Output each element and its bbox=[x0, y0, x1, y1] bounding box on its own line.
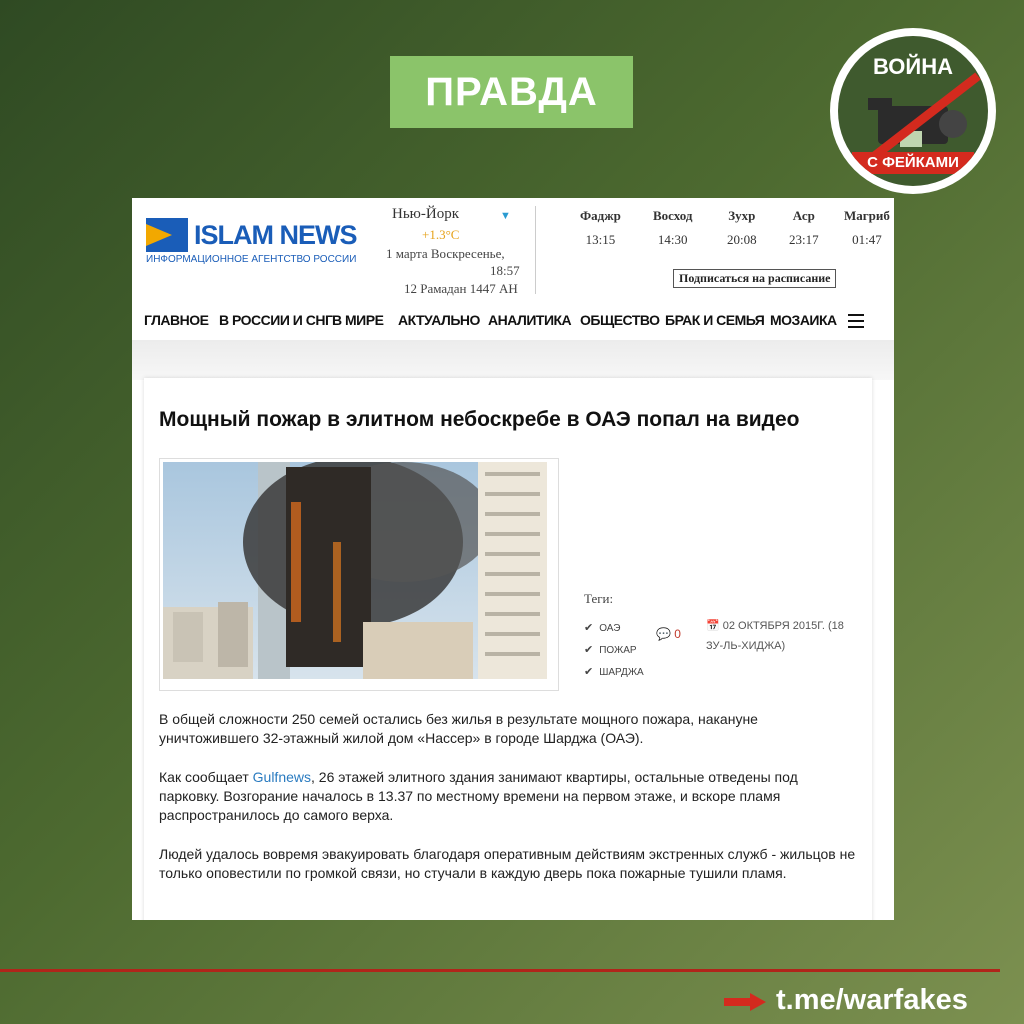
prayer-maghrib bbox=[844, 208, 890, 248]
gulfnews-link[interactable]: Gulfnews bbox=[252, 769, 311, 785]
tag-item[interactable]: ✔ ШАРДЖА bbox=[584, 666, 644, 678]
comments-count[interactable]: 💬 0 bbox=[656, 627, 681, 641]
nav-item-main[interactable]: ГЛАВНОЕ bbox=[144, 312, 209, 328]
tags-title: Теги: bbox=[584, 591, 614, 606]
prayer-dhuhr bbox=[727, 208, 757, 248]
nav-item-analytics[interactable]: АНАЛИТИКА bbox=[488, 312, 572, 328]
news-screenshot bbox=[132, 198, 894, 920]
logo-top-text: ВОЙНА bbox=[872, 54, 954, 79]
hamburger-menu-icon[interactable] bbox=[848, 314, 864, 328]
war-on-fakes-logo bbox=[830, 28, 996, 194]
article-photo[interactable] bbox=[159, 458, 559, 691]
city-selector[interactable]: Нью-Йорк bbox=[392, 206, 459, 222]
temperature: +1.3°C bbox=[422, 227, 460, 242]
check-icon: ✔ bbox=[584, 644, 594, 656]
article-card bbox=[144, 378, 872, 920]
chevron-down-icon[interactable]: ▼ bbox=[500, 210, 511, 222]
prayer-time: 20:08 bbox=[727, 232, 757, 247]
footer-divider bbox=[0, 969, 1000, 972]
telegram-link[interactable]: t.me/warfakes bbox=[776, 984, 968, 1016]
site-logo-subtitle: ИНФОРМАЦИОННОЕ АГЕНТСТВО РОССИИ bbox=[146, 254, 357, 265]
prayer-sunrise bbox=[653, 208, 692, 248]
prayer-name: Аср bbox=[792, 208, 815, 223]
nav-shadow bbox=[132, 340, 894, 380]
nav-item-actual[interactable]: АКТУАЛЬНО bbox=[398, 312, 480, 328]
divider bbox=[535, 206, 536, 294]
nav-item-society[interactable]: ОБЩЕСТВО bbox=[580, 312, 660, 328]
date-line: 1 марта Воскресенье, bbox=[386, 246, 505, 261]
prayer-name: Магриб bbox=[844, 208, 890, 223]
tag-item[interactable]: ✔ ПОЖАР bbox=[584, 644, 637, 656]
publish-date: 📅 02 ОКТЯБРЯ 2015Г. (18 ЗУ-ЛЬ-ХИДЖА) bbox=[706, 620, 844, 652]
main-nav bbox=[132, 306, 894, 336]
check-icon: ✔ bbox=[584, 666, 594, 678]
prayer-time: 13:15 bbox=[585, 232, 616, 247]
building-fire-image bbox=[163, 462, 547, 679]
prayer-fajr bbox=[580, 208, 621, 248]
prayer-asr bbox=[789, 208, 819, 248]
nav-item-mosaic[interactable]: МОЗАИКА bbox=[770, 312, 837, 328]
prayer-name: Фаджр bbox=[580, 208, 621, 223]
subscribe-button[interactable]: Подписаться на расписание bbox=[673, 269, 836, 288]
article-paragraph-1: В общей сложности 250 семей остались без жилья в результате мощного пожара, накануне уничтожившего 32-этажный жилой дом «Нассер» в городе Шарджа (ОАЭ). bbox=[159, 711, 758, 746]
site-logo-title: ISLAM NEWS bbox=[194, 220, 357, 250]
calendar-icon: 📅 bbox=[706, 620, 723, 632]
nav-item-family[interactable]: БРАК И СЕМЬЯ bbox=[665, 312, 765, 328]
prayer-name: Восход bbox=[653, 208, 693, 223]
verdict-badge: ПРАВДА bbox=[390, 56, 633, 128]
tag-item[interactable]: ✔ ОАЭ bbox=[584, 622, 621, 634]
hijri-date: 12 Рамадан 1447 AH bbox=[404, 281, 518, 296]
prayer-time: 23:17 bbox=[789, 232, 819, 247]
prayer-name: Зухр bbox=[728, 208, 756, 223]
prayer-time: 14:30 bbox=[657, 232, 688, 247]
site-logo-icon bbox=[146, 218, 188, 252]
article-paragraph-3: Людей удалось вовремя эвакуировать благодаря оперативным действиям экстренных служб - жильцов не только оповестили по громкой связи, но стучали в каждую дверь пока пожарные тушили пламя. bbox=[159, 846, 856, 881]
comment-icon: 💬 bbox=[656, 627, 675, 641]
article-paragraph-2: Как сообщает Gulfnews, 26 этажей элитного здания занимают квартиры, остальные отведены под парковку. Возгорание началось в 13.37 по местному времени на первом этаже, и вскоре пламя распространилось до самого верха. bbox=[159, 769, 798, 823]
current-time: 18:57 bbox=[490, 263, 520, 278]
logo-bottom-text: С ФЕЙКАМИ bbox=[852, 152, 974, 174]
prayer-time: 01:47 bbox=[852, 232, 882, 247]
arrow-right-icon bbox=[724, 993, 766, 1011]
check-icon: ✔ bbox=[584, 622, 594, 634]
nav-item-russia[interactable]: В РОССИИ И СНГ bbox=[219, 312, 333, 328]
nav-item-world[interactable]: В МИРЕ bbox=[332, 312, 384, 328]
article-headline: Мощный пожар в элитном небоскребе в ОАЭ попал на видео bbox=[159, 408, 800, 431]
